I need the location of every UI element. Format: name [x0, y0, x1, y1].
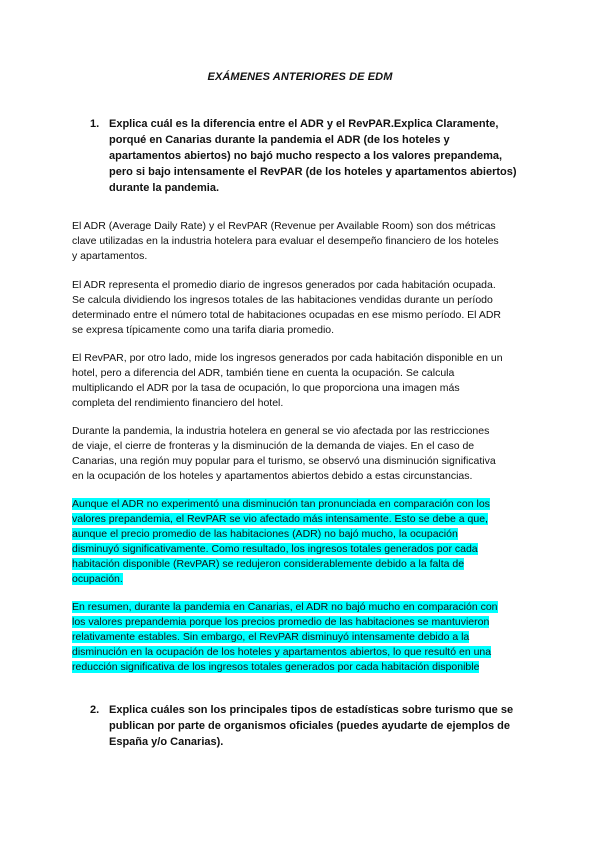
paragraph-2: El ADR representa el promedio diario de ingresos generados por cada habitación ocupada. Se calcula dividiendo los ingresos totales de las habitaciones vendidas durante un período determinado entre el número total de habitaciones ocupadas en ese mismo período. El ADR se expresa típicamente como una tarifa diaria promedio. [72, 279, 502, 336]
question-1-text: Explica cuál es la diferencia entre el ADR y el RevPAR.Explica Claramente, porqué en Canarias durante la pandemia el ADR (de los hoteles y apartamentos abiertos) no bajó mucho respecto a los valores prepandema, pero si bajo intensamente el RevPAR (de los hoteles y apartamentos abiertos) durante la pandemia. [109, 118, 517, 194]
paragraph-1: El ADR (Average Daily Rate) y el RevPAR (Revenue per Available Room) son dos métricas clave utilizadas en la industria hotelera para evaluar el desempeño financiero de los hoteles y apartamentos. [72, 220, 499, 262]
highlighted-paragraph-6: En resumen, durante la pandemia en Canarias, el ADR no bajó mucho en comparación con los valores prepandemia porque los precios promedio de las habitaciones se mantuvieron relativamente estables. Sin embargo, el RevPAR disminuyó intensamente debido a la disminución en la ocupación de los hoteles y apartamentos abiertos, lo que resultó en una reducción significativa de los ingresos totales generados por cada habitación disponible [72, 601, 498, 673]
question-2-text: Explica cuáles son los principales tipos de estadísticas sobre turismo que se publican por parte de organismos oficiales (puedes ayudarte de ejemplos de España y/o Canarias). [109, 704, 514, 748]
highlighted-paragraph-5: Aunque el ADR no experimentó una disminución tan pronunciada en comparación con los valores prepandemia, el RevPAR se vio afectado más intensamente. Esto se debe a que, aunque el precio promedio de las habitaciones (ADR) no bajó mucho, la ocupación disminuyó significativamente. Como resultado, los ingresos totales generados por cada habitación disponible (RevPAR) se redujeron considerablemente debido a la falta de ocupación. [72, 498, 490, 585]
question-2-number: 2. [90, 704, 100, 716]
paragraph-3: El RevPAR, por otro lado, mide los ingresos generados por cada habitación disponible en un hotel, pero a diferencia del ADR, también tiene en cuenta la ocupación. Se calcula multiplicando el ADR por la tasa de ocupación, lo que proporciona una imagen más completa del rendimiento financiero del hotel. [72, 352, 503, 409]
question-1-number: 1. [90, 118, 100, 130]
page-title: EXÁMENES ANTERIORES DE EDM [207, 71, 393, 83]
paragraph-4: Durante la pandemia, la industria hotelera en general se vio afectada por las restricciones de viaje, el cierre de fronteras y la disminución de la demanda de viajes. En el caso de Canarias, una región muy popular para el turismo, se observó una disminución significativa en la ocupación de los hoteles y apartamentos abiertos debido a estas circunstancias. [72, 425, 496, 482]
